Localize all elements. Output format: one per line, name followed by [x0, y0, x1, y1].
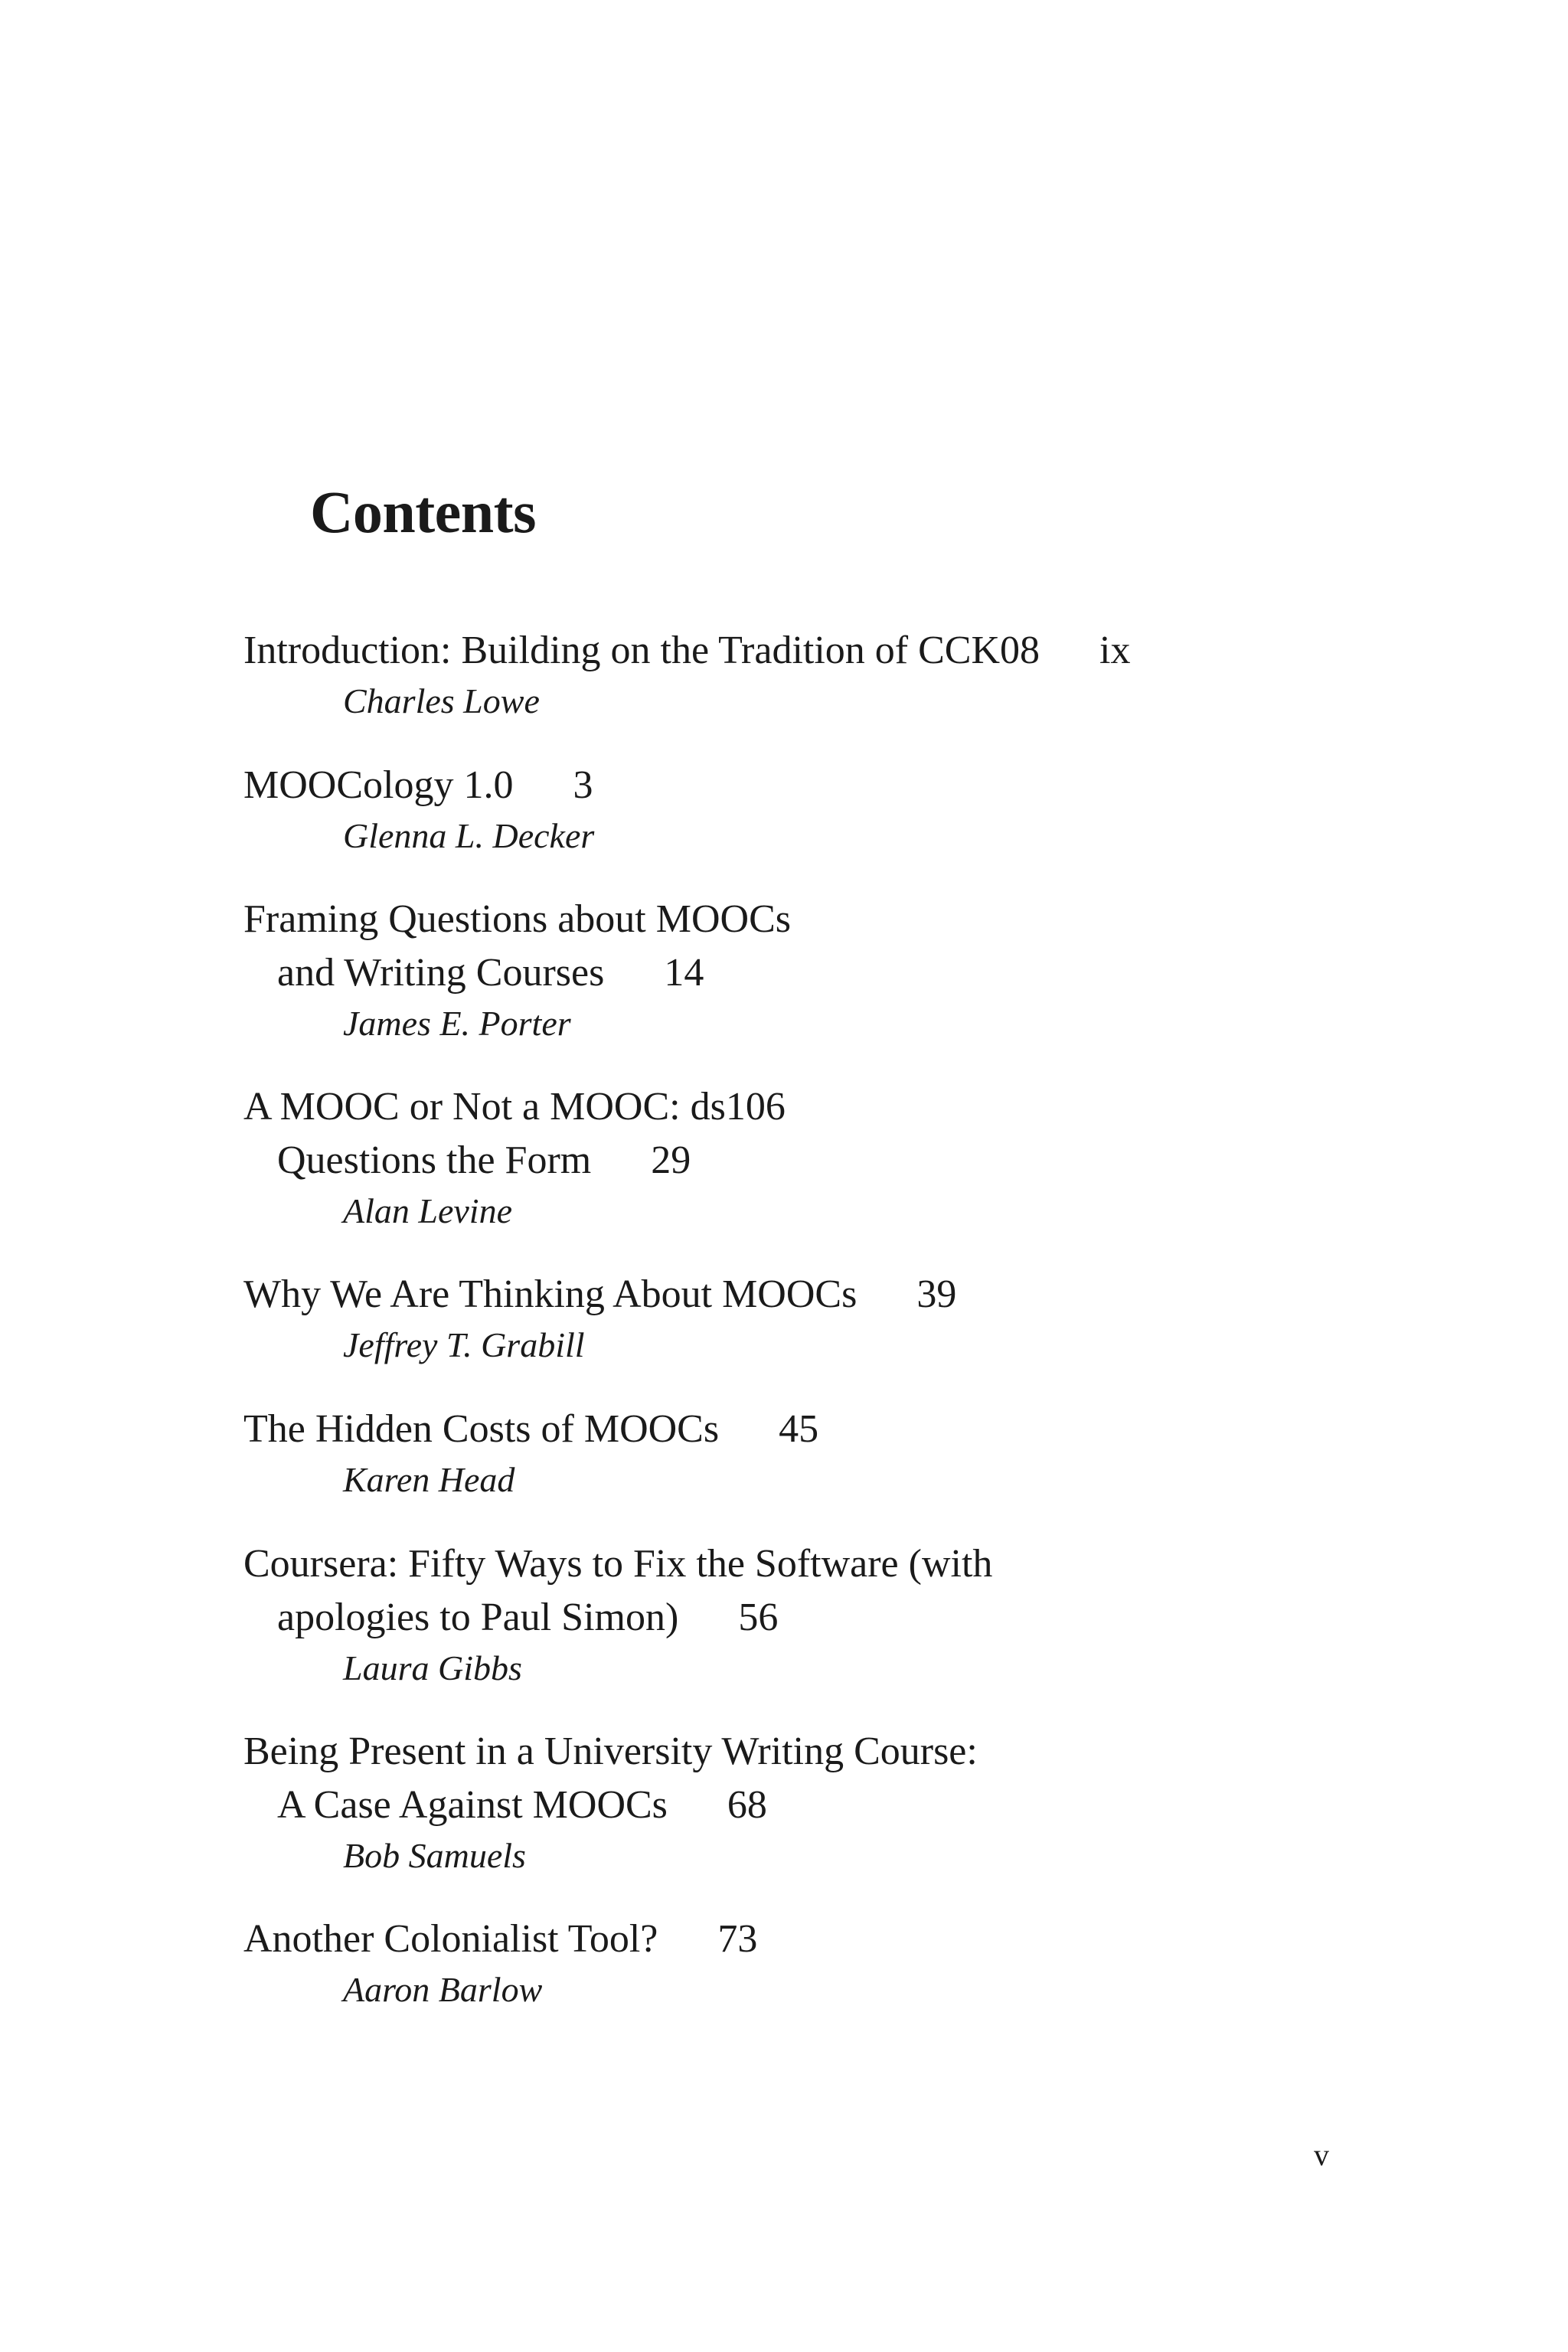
entry-title-text: A Case Against MOOCs — [277, 1783, 668, 1827]
entry-title-line — [243, 759, 1392, 812]
toc-entry — [243, 1403, 1392, 1504]
entry-title-line — [243, 1268, 1392, 1321]
page-number: 39 — [916, 1272, 957, 1316]
page-number: 14 — [664, 951, 704, 995]
entry-author: Bob Samuels — [343, 1836, 526, 1875]
toc-entry — [243, 759, 1392, 860]
entry-author: Aaron Barlow — [343, 1970, 543, 2009]
page-title: Contents — [310, 479, 537, 545]
toc-entry — [243, 1080, 1392, 1235]
entry-author: Jeffrey T. Grabill — [343, 1325, 585, 1364]
entry-title-text: Framing Questions about MOOCs — [243, 897, 791, 941]
page-number: 56 — [738, 1596, 779, 1639]
toc-entry — [243, 624, 1392, 725]
entry-author: Glenna L. Decker — [343, 816, 595, 855]
entry-author: Karen Head — [343, 1460, 515, 1499]
entry-title-line — [243, 624, 1392, 678]
entry-title-line — [243, 1779, 1392, 1832]
entry-title-text: Why We Are Thinking About MOOCs — [243, 1272, 858, 1316]
entry-title-line — [243, 1134, 1392, 1187]
page-number: 29 — [651, 1138, 691, 1182]
entry-author: Laura Gibbs — [343, 1648, 522, 1687]
page-number: 73 — [717, 1917, 758, 1961]
toc-entry — [243, 1913, 1392, 2014]
toc-entry — [243, 1725, 1392, 1880]
entry-title-line — [243, 1913, 1392, 1966]
entry-title-text: Another Colonialist Tool? — [243, 1917, 658, 1961]
toc-entry — [243, 893, 1392, 1047]
entry-title-text: Coursera: Fifty Ways to Fix the Software (with — [243, 1542, 993, 1586]
entry-title-line — [243, 1080, 1392, 1134]
entry-title-text: Being Present in a University Writing Course: — [243, 1730, 978, 1773]
entry-title-line — [243, 1403, 1392, 1456]
toc-entry — [243, 1537, 1392, 1692]
entry-title-line — [243, 946, 1392, 1000]
entry-title-text: and Writing Courses — [277, 951, 605, 995]
folio-page-number: v — [1314, 2138, 1329, 2172]
entry-title-text: MOOCology 1.0 — [243, 763, 514, 807]
entry-title-text: Introduction: Building on the Tradition of CCK08 — [243, 629, 1040, 672]
entry-author: Charles Lowe — [343, 681, 540, 720]
entry-title-text: The Hidden Costs of MOOCs — [243, 1407, 720, 1451]
entry-author: James E. Porter — [343, 1004, 571, 1043]
entry-title-line — [243, 1537, 1392, 1591]
entry-title-text: apologies to Paul Simon) — [277, 1596, 679, 1639]
entry-author: Alan Levine — [343, 1191, 512, 1230]
entry-title-text: A MOOC or Not a MOOC: ds106 — [243, 1085, 786, 1129]
entry-title-text: Questions the Form — [277, 1138, 592, 1182]
entry-title-line — [243, 1725, 1392, 1779]
entry-title-line — [243, 1591, 1392, 1645]
entry-title-line — [243, 893, 1392, 946]
page-number: 68 — [727, 1783, 767, 1827]
page-number: ix — [1099, 629, 1131, 672]
page-number: 3 — [573, 763, 593, 807]
page-number: 45 — [779, 1407, 819, 1451]
toc-entry — [243, 1268, 1392, 1369]
